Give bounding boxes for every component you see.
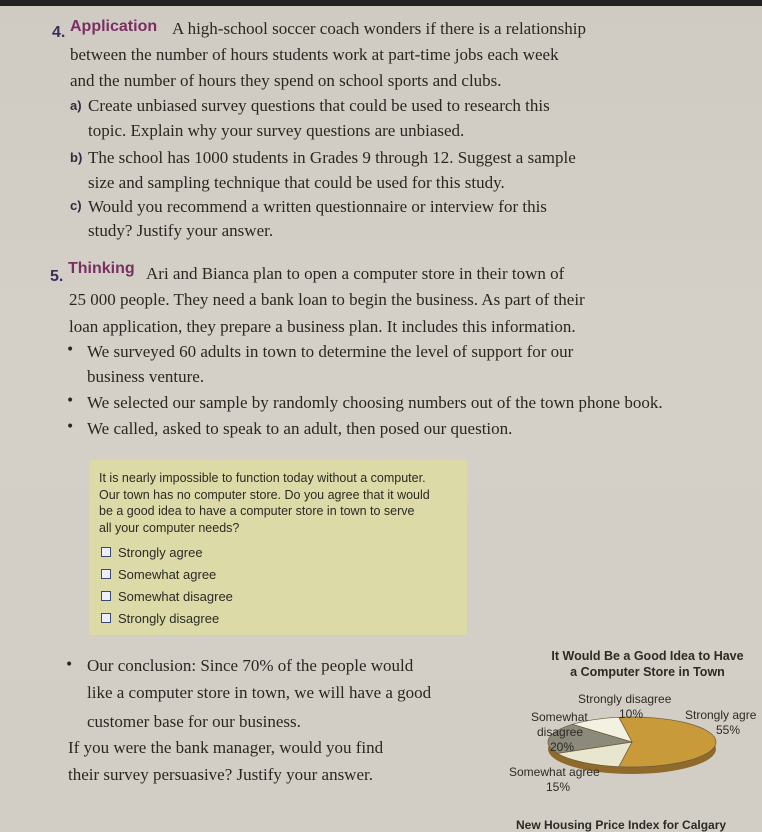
q4b-line: size and sampling technique that could be used for this study. xyxy=(88,173,505,192)
q5-bullet-line: We surveyed 60 adults in town to determine the level of support for our xyxy=(87,342,574,361)
pie-value-somewhat-agree: 15% xyxy=(546,780,571,794)
pie-label-somewhat-agree: Somewhat agree xyxy=(509,765,600,779)
pie-label-strongly-agree: Strongly agre xyxy=(685,708,757,722)
q4-intro-line: between the number of hours students work at part-time jobs each week xyxy=(70,45,559,64)
q4b-label: b) xyxy=(70,150,83,165)
pie-value-strongly-agree: 55% xyxy=(716,723,741,737)
q4c-label: c) xyxy=(70,198,82,213)
question-line: their survey persuasive? Justify your answer. xyxy=(68,765,373,784)
survey-option-label: Somewhat agree xyxy=(118,567,217,582)
q4-intro-line: and the number of hours they spend on school sports and clubs. xyxy=(70,71,502,90)
bullet-dot: • xyxy=(66,342,75,358)
pie-label-somewhat-disagree: disagree xyxy=(537,725,584,739)
pie-label-somewhat-disagree: Somewhat xyxy=(531,710,588,724)
q4a-line: Create unbiased survey questions that could be used to research this xyxy=(88,96,550,115)
q4c-line: Would you recommend a written questionnaire or interview for this xyxy=(88,197,547,216)
q4a-label: a) xyxy=(70,98,82,113)
survey-question-line: Our town has no computer store. Do you agree that it would xyxy=(99,487,430,502)
q4-intro-line: A high-school soccer coach wonders if there is a relationship xyxy=(172,19,587,38)
survey-question-line: all your computer needs? xyxy=(99,520,240,535)
bullet-dot: • xyxy=(66,419,75,435)
bullet-dot: • xyxy=(66,393,75,409)
footer-next-title: New Housing Price Index for Calgary xyxy=(516,818,727,832)
q5-intro-line: 25 000 people. They need a bank loan to begin the business. As part of their xyxy=(69,290,585,309)
q5-intro-line: loan application, they prepare a business plan. It includes this information. xyxy=(69,317,576,336)
q4-title: Application xyxy=(70,18,158,35)
q5-number: 5. xyxy=(50,268,64,285)
pie-label-strongly-disagree: Strongly disagree xyxy=(578,692,672,706)
q4b-line: The school has 1000 students in Grades 9 through 12. Suggest a sample xyxy=(88,148,576,167)
q5-bullet-line: business venture. xyxy=(87,367,205,386)
survey-question-line: be a good idea to have a computer store in town to serve xyxy=(99,504,415,518)
survey-question-line: It is nearly impossible to function today without a computer. xyxy=(99,471,426,485)
pie-value-somewhat-disagree: 20% xyxy=(550,740,575,754)
q4-number: 4. xyxy=(52,24,66,41)
question-line: If you were the bank manager, would you find xyxy=(68,738,384,757)
survey-option-label: Strongly disagree xyxy=(118,611,220,626)
q4c-line: study? Justify your answer. xyxy=(88,221,274,240)
survey-option-label: Strongly agree xyxy=(118,545,203,560)
q4a-line: topic. Explain why your survey questions are unbiased. xyxy=(88,121,465,140)
q5-intro-line: Ari and Bianca plan to open a computer store in their town of xyxy=(146,264,565,283)
pie-value-strongly-disagree: 10% xyxy=(619,707,644,721)
bullet-dot: • xyxy=(65,657,74,673)
chart-title-line: a Computer Store in Town xyxy=(570,665,725,679)
q5-bullet-line: We selected our sample by randomly choosing numbers out of the town phone book. xyxy=(87,393,663,412)
q5-title: Thinking xyxy=(68,260,135,277)
conclusion-line: customer base for our business. xyxy=(87,712,301,731)
conclusion-line: like a computer store in town, we will have a good xyxy=(87,683,432,702)
conclusion-line: Our conclusion: Since 70% of the people would xyxy=(87,656,414,675)
q5-bullet-line: We called, asked to speak to an adult, then posed our question. xyxy=(87,419,513,438)
survey-option-label: Somewhat disagree xyxy=(118,589,233,604)
chart-title-line: It Would Be a Good Idea to Have xyxy=(551,649,744,663)
